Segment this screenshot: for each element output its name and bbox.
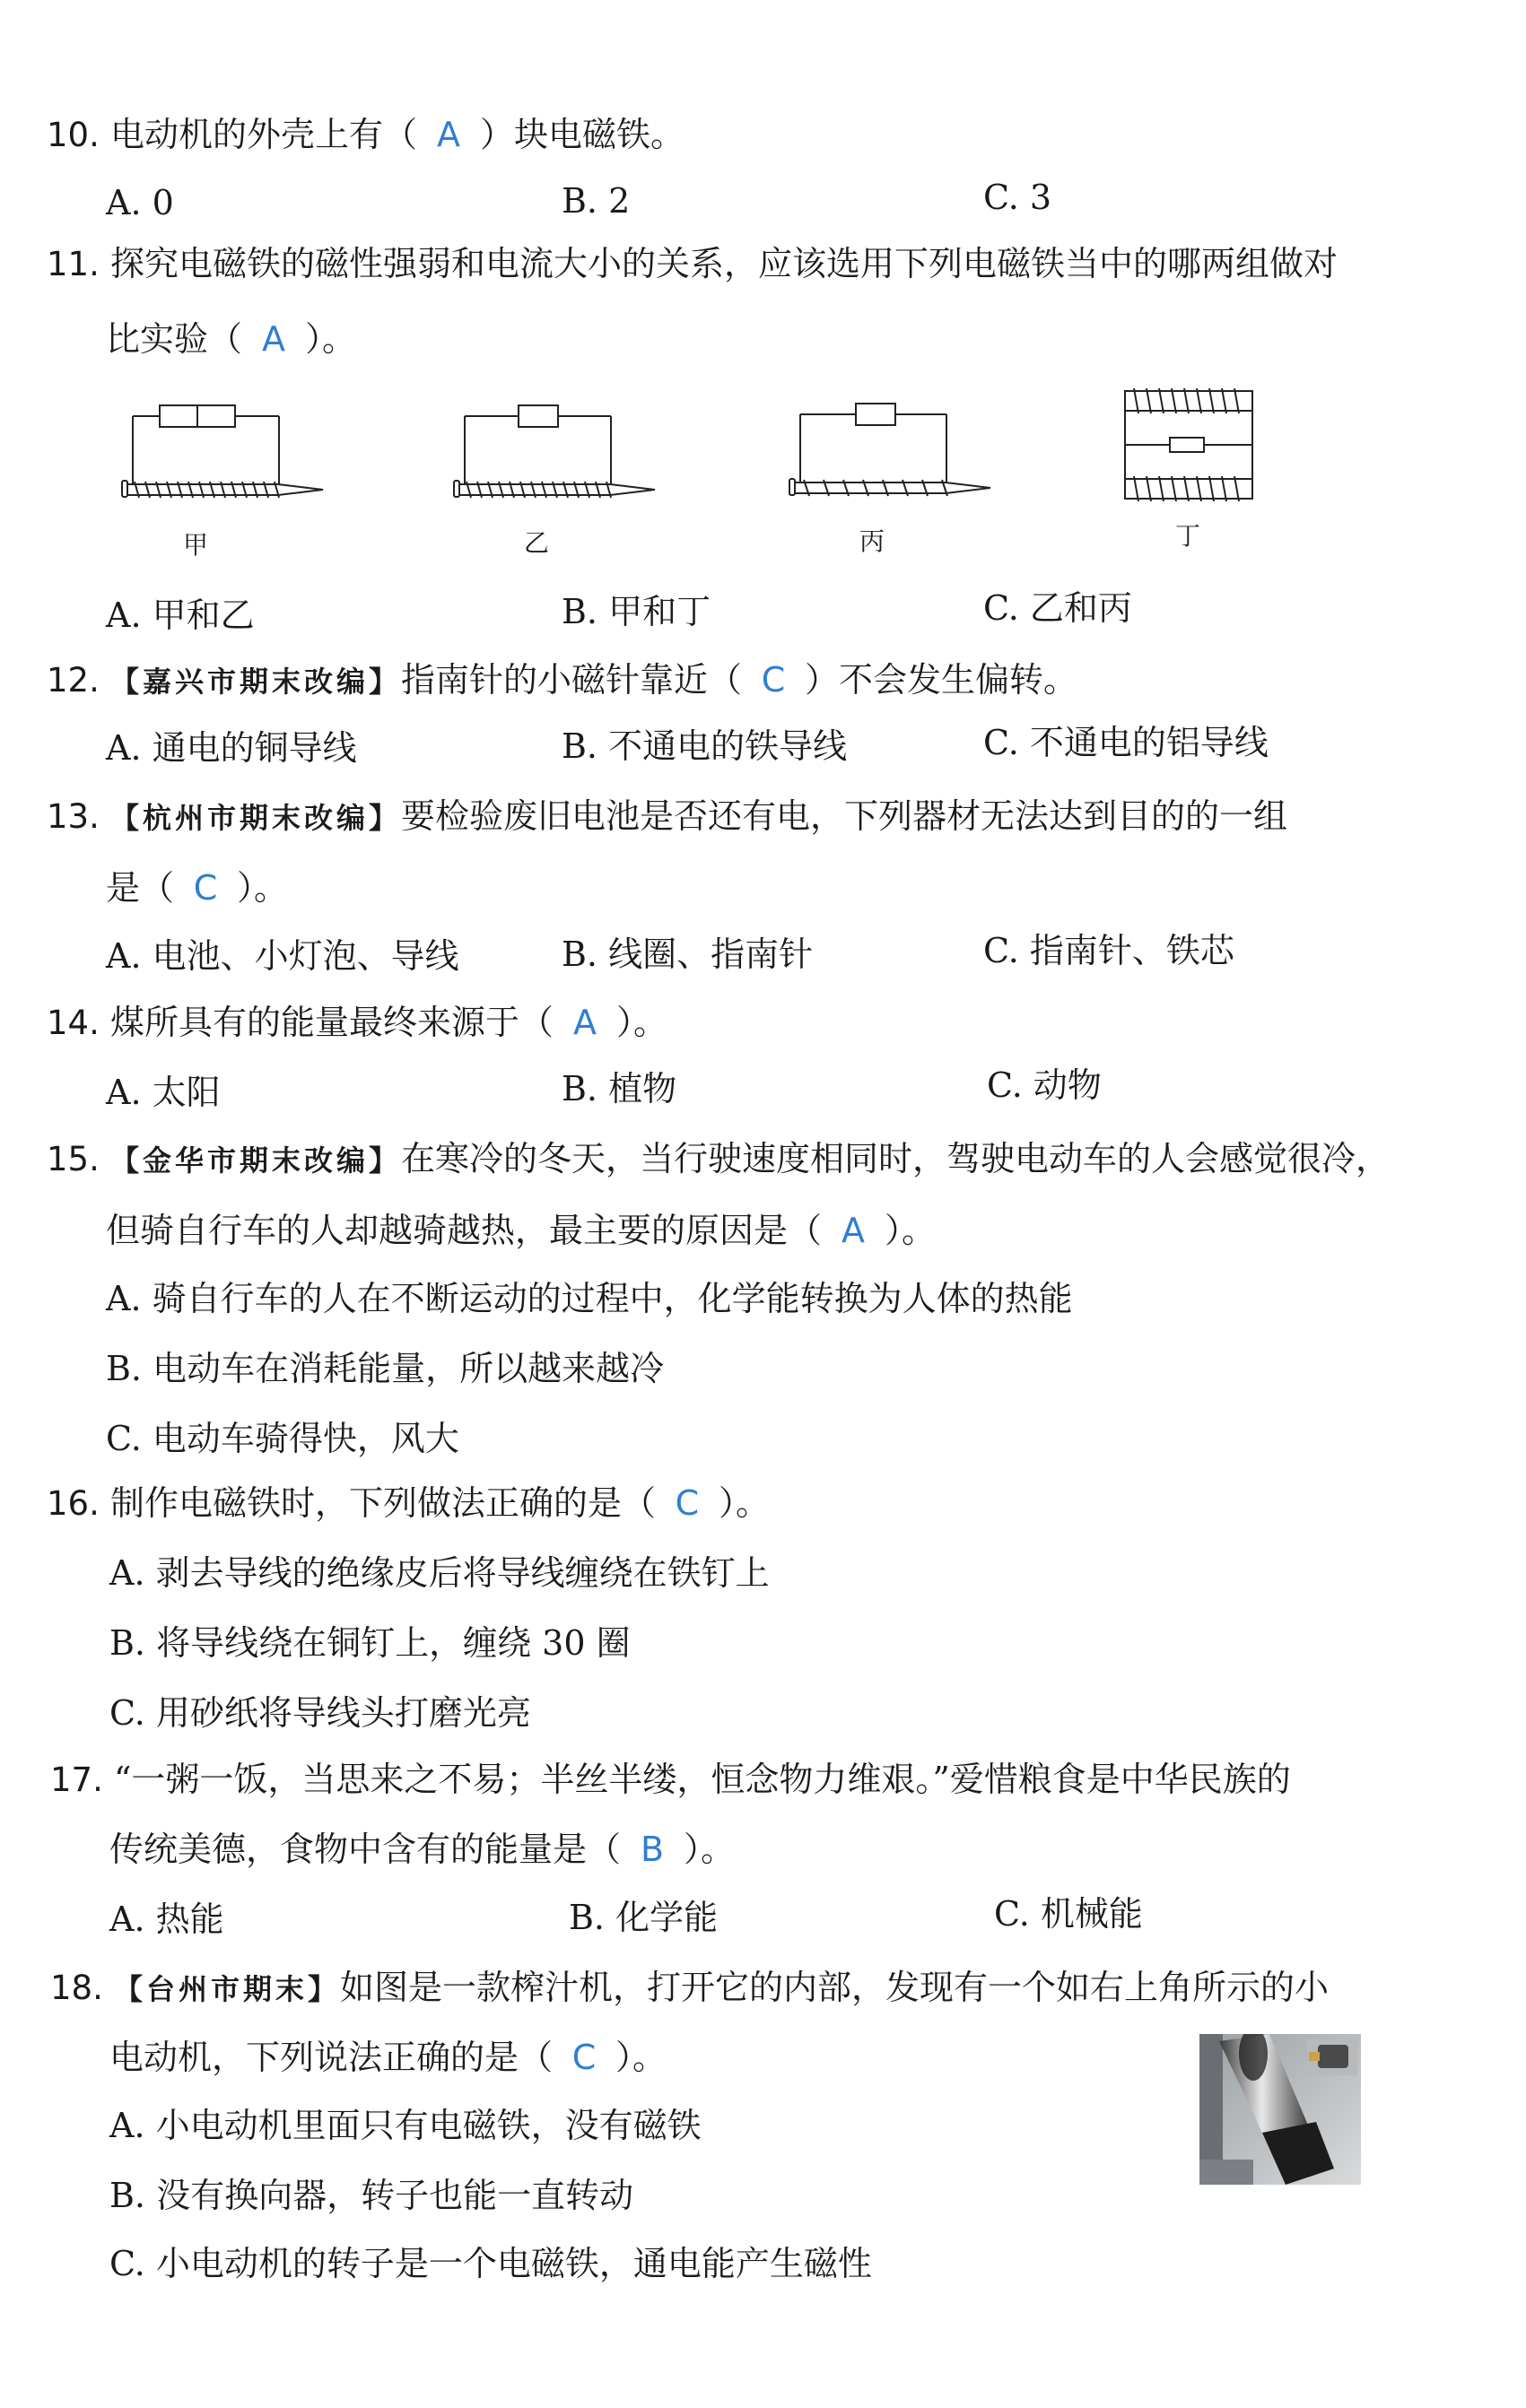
q11-figure-jia [115,395,330,516]
q12-option-c: C. 不通电的铝导线 [983,723,1269,762]
q16-answer: C [675,1483,700,1523]
electromagnet-diagram-bing [782,393,998,514]
q12-option-b: B. 不通电的铁导线 [562,726,848,766]
q12-option-a: A. 通电的铜导线 [106,728,357,768]
q18-option-b: B. 没有换向器，转子也能一直转动 [109,2176,634,2215]
q16-stem [47,1482,770,1526]
q17-stem-line1 [50,1758,1291,1802]
q11-option-b: B. 甲和丁 [562,592,711,631]
q16-option-a: A. 剥去导线的绝缘皮后将导线缠绕在铁钉上 [109,1553,770,1593]
q14-number: 14. [47,1004,100,1042]
q13-number: 13. [47,797,100,836]
q17-number: 17. [50,1760,103,1799]
q17-option-c: C. 机械能 [994,1894,1143,1934]
q10-option-a: A. 0 [106,183,174,222]
q15-text-line1: 在寒冷的冬天，当行驶速度相同时，驾驶电动车的人会感觉很冷， [400,1139,1390,1178]
q13-answer: C [193,868,218,908]
q15-text-pre: 但骑自行车的人却越骑越热，最主要的原因是（ [106,1211,823,1250]
q17-text-pre: 传统美德，食物中含有的能量是（ [109,1830,622,1869]
q13-source: 【杭州市期末改编】 [109,801,401,835]
q14-text-pre: 煤所具有的能量最终来源于（ [109,1003,554,1042]
juicer-motor-photo [1199,2034,1361,2185]
q11-text-line1: 探究电磁铁的磁性强弱和电流大小的关系，应该选用下列电磁铁当中的哪两组做对 [109,244,1338,283]
q13-stem-line1 [47,795,1287,839]
q12-source: 【嘉兴市期末改编】 [109,665,401,699]
q15-option-c: C. 电动车骑得快，风大 [106,1419,459,1458]
q11-label-jia: 甲 [183,530,209,560]
q11-number: 11. [47,245,100,283]
q12-text-post: ）不会发生偏转。 [804,660,1077,700]
q10-option-c: C. 3 [983,178,1052,217]
q13-option-c: C. 指南针、铁芯 [983,931,1234,970]
electromagnet-diagram-yi [447,395,662,516]
q10-stem [47,113,685,157]
q15-option-a: A. 骑自行车的人在不断运动的过程中，化学能转换为人体的热能 [106,1279,1073,1318]
q18-text-post: ）。 [615,2038,667,2077]
electromagnet-diagram-jia [115,395,330,516]
q14-option-c: C. 动物 [987,1065,1102,1105]
q14-stem [47,1001,667,1045]
q14-option-b: B. 植物 [562,1069,677,1108]
q11-label-ding: 丁 [1175,521,1201,551]
q18-number: 18. [50,1969,103,2007]
q14-answer: A [572,1003,597,1042]
q18-option-c: C. 小电动机的转子是一个电磁铁，通电能产生磁性 [109,2244,872,2283]
q11-figure-bing [782,393,998,514]
q16-text-post: ）。 [718,1483,770,1523]
q10-text-post: ）块电磁铁。 [479,115,685,154]
q18-answer: C [571,2038,597,2077]
q13-text-post: ）。 [237,868,289,908]
q10-answer: A [436,115,460,154]
q11-stem-line1 [47,242,1338,286]
q12-number: 12. [47,661,100,700]
q11-label-yi: 乙 [524,528,550,558]
q18-option-a: A. 小电动机里面只有电磁铁，没有磁铁 [109,2106,702,2145]
q13-option-b: B. 线圈、指南针 [562,935,814,974]
electromagnet-diagram-ding [1118,380,1261,515]
q16-option-b: B. 将导线绕在铜钉上，缠绕 30 圈 [109,1623,631,1663]
q17-answer: B [640,1830,665,1869]
q15-option-b: B. 电动车在消耗能量，所以越来越冷 [106,1349,665,1388]
q13-text-line1: 要检验废旧电池是否还有电，下列器材无法达到目的的一组 [400,796,1287,836]
q11-option-c: C. 乙和丙 [983,588,1132,628]
q11-figure-ding [1118,380,1261,515]
q15-number: 15. [47,1140,100,1178]
q12-stem [47,658,1077,703]
q15-stem-line2 [106,1209,936,1252]
q18-stem-line2 [109,2036,667,2079]
q17-text-line1: “一粥一饭，当思来之不易；半丝半缕，恒念物力维艰。”爱惜粮食是中华民族的 [113,1760,1291,1799]
q16-text-pre: 制作电磁铁时，下列做法正确的是（ [109,1483,656,1523]
q14-option-a: A. 太阳 [106,1073,221,1112]
q13-text-pre: 是（ [106,868,175,908]
q10-number: 10. [47,116,100,154]
q16-option-c: C. 用砂纸将导线头打磨光亮 [109,1693,531,1733]
q11-text-pre: 比实验（ [106,319,243,359]
q15-text-post: ）。 [885,1211,937,1250]
q10-option-b: B. 2 [562,181,631,221]
q18-text-line1: 如图是一款榨汁机，打开它的内部，发现有一个如右上角所示的小 [339,1968,1329,2007]
q15-stem-line1 [47,1137,1390,1182]
q11-label-bing: 丙 [859,526,885,556]
q17-option-b: B. 化学能 [569,1898,719,1937]
q17-option-a: A. 热能 [109,1899,224,1939]
q18-stem-line1 [50,1966,1329,2011]
q11-answer: A [262,319,286,359]
q18-source: 【台州市期末】 [113,1972,340,2006]
q11-text-post: ）。 [305,319,357,359]
q10-text-pre: 电动机的外壳上有（ [109,115,417,154]
q13-stem-line2 [106,866,288,909]
q16-number: 16. [47,1484,100,1523]
q11-stem-line2 [106,317,356,361]
q15-answer: A [841,1211,866,1250]
q11-option-a: A. 甲和乙 [106,595,255,635]
q14-text-post: ）。 [615,1003,667,1042]
q12-text-pre: 指南针的小磁针靠近（ [400,660,742,700]
q17-stem-line2 [109,1828,735,1871]
q11-figure-yi [447,395,662,516]
q18-text-pre: 电动机，下列说法正确的是（ [109,2038,554,2077]
q17-text-post: ）。 [684,1830,736,1869]
q13-option-a: A. 电池、小灯泡、导线 [106,936,459,976]
q12-answer: C [761,660,786,700]
q15-source: 【金华市期末改编】 [109,1143,401,1178]
